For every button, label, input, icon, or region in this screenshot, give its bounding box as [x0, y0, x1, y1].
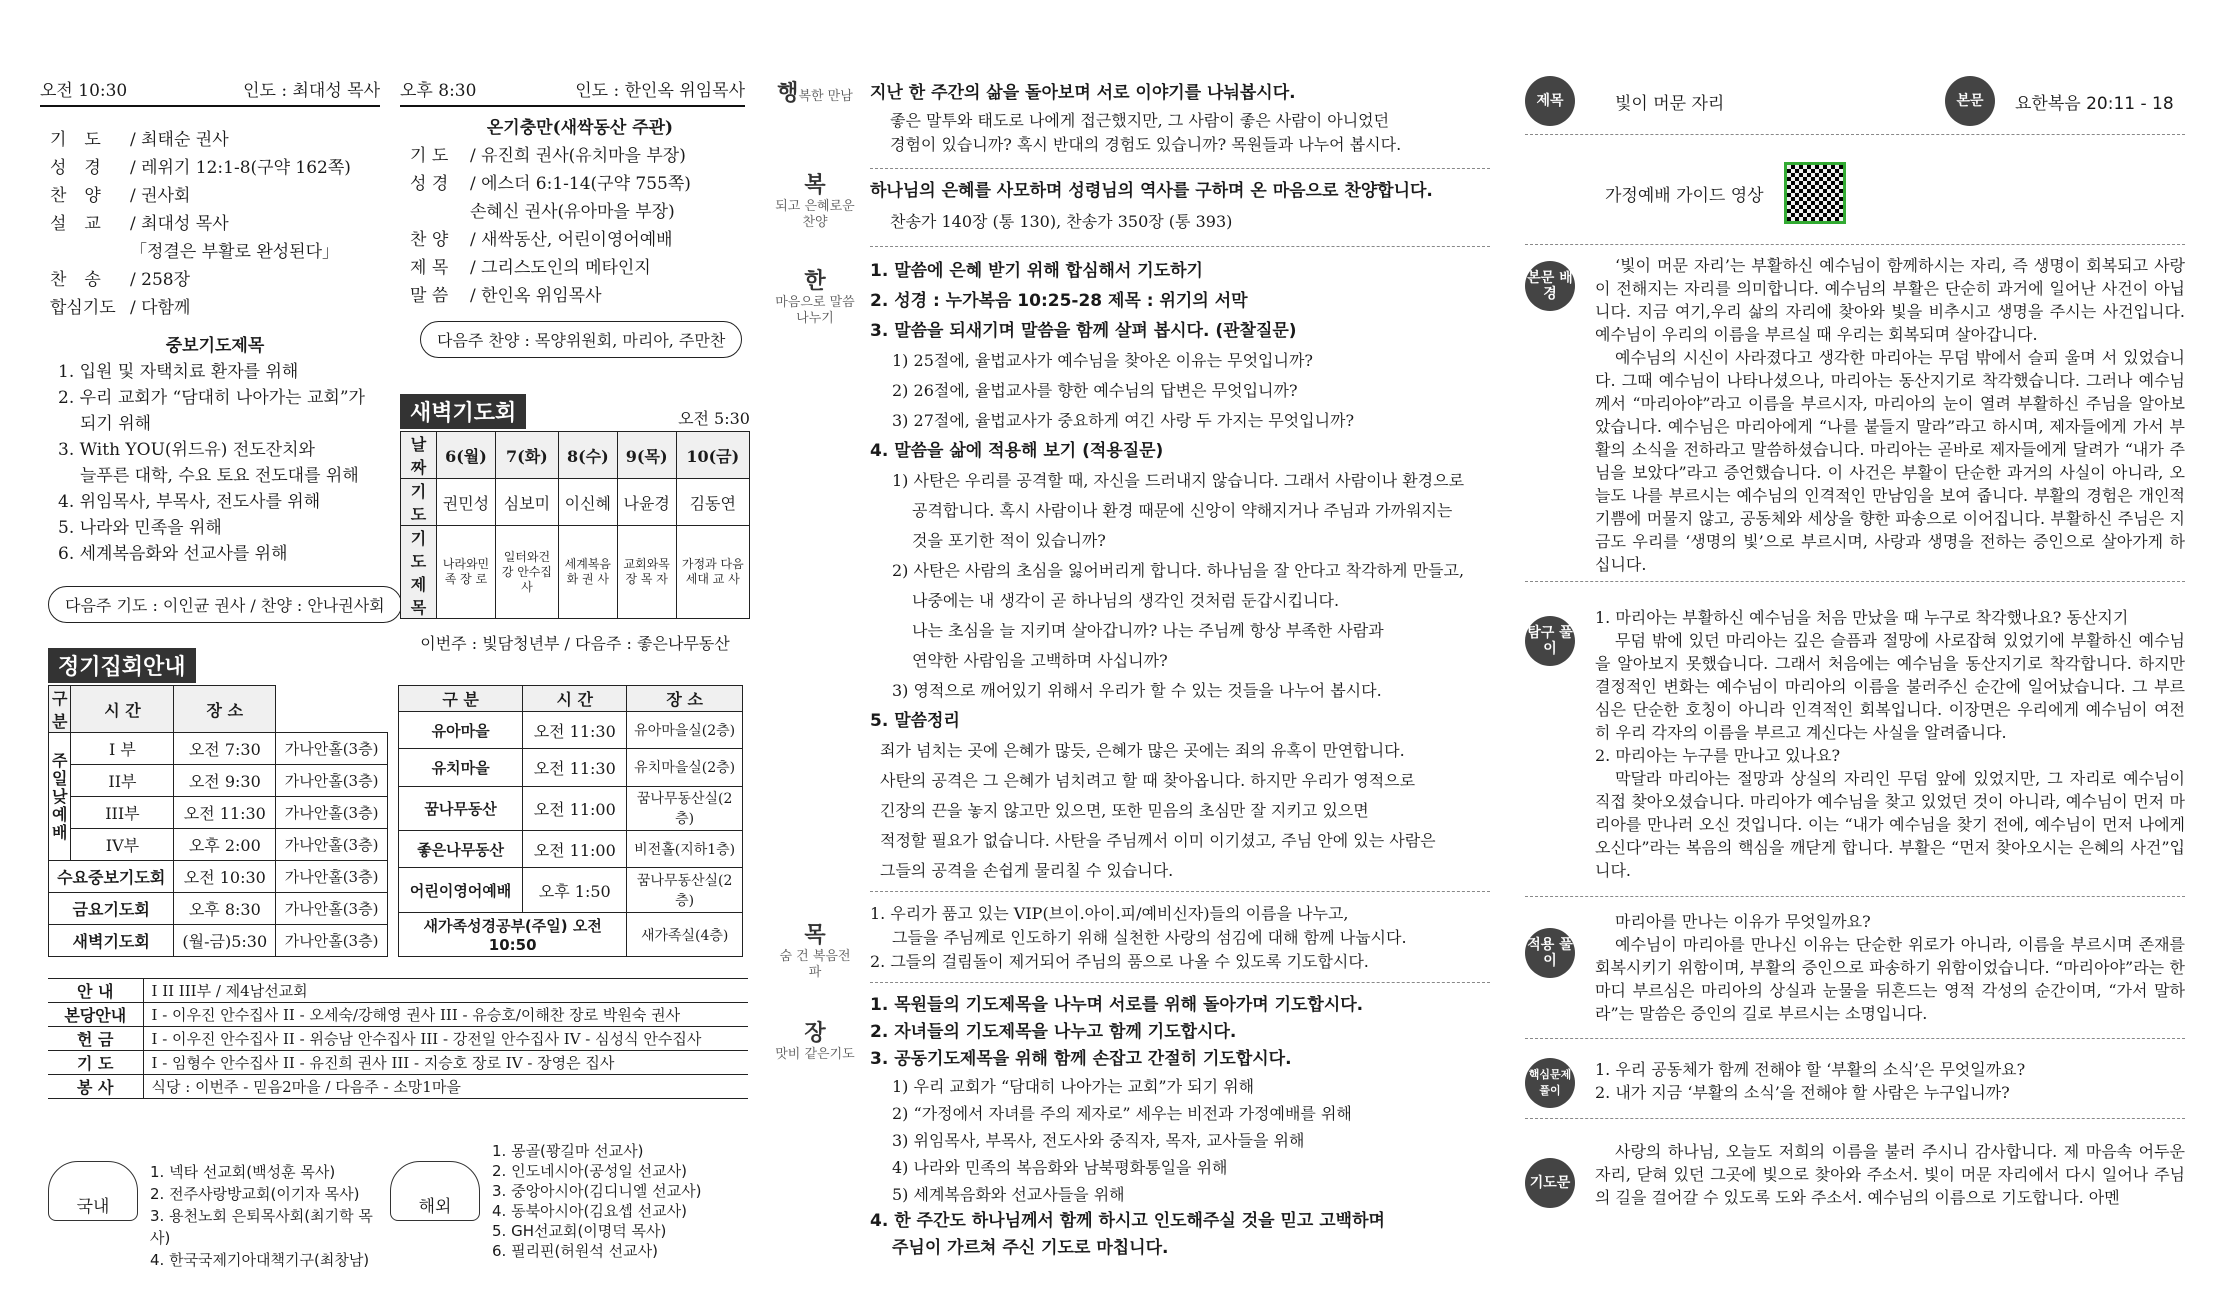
guide-line: 2. 성경 : 누가복음 10:25-28 제목 : 위기의 서막 [870, 291, 1248, 311]
dawn-topic-cell: 가정과 다음세대 교 사 [676, 526, 749, 619]
regular-name: 유치마을 [399, 749, 523, 786]
guide-line: 4. 말씀을 삶에 적용해 보기 (적용질문) [870, 441, 1164, 461]
section-evangelism [870, 902, 1490, 974]
section-word [870, 256, 1490, 886]
section-praise [870, 176, 1490, 232]
overseas-badge: 해외 [390, 1161, 480, 1221]
dawn-footer: 이번주 : 빛담청년부 / 다음주 : 좋은나무동산 [420, 634, 730, 653]
regular-name: IV부 [71, 829, 174, 861]
overseas-item: 1. 몽골(꽝길마 선교사) [492, 1142, 644, 1160]
order-value: / 레위기 12:1-8(구약 162쪽) [130, 158, 351, 178]
regular-place: 비전홀(지하1층) [627, 831, 743, 868]
evening-time: 오후 8:30 [400, 81, 477, 101]
column-worship [40, 76, 750, 1276]
dawn-header-cell: 10(금) [676, 432, 749, 479]
core-question: 1. 우리 공동체가 함께 전해야 할 ‘부활의 소식’은 무엇일까요? [1595, 1060, 2026, 1079]
explore-q1: 1. 마리아는 부활하신 예수님을 처음 만났을 때 누구로 착각했나요? 동산지기 [1595, 608, 2129, 627]
morning-leader: 인도 : 최대성 목사 [243, 81, 380, 101]
regular-header-cell: 구 분 [49, 686, 71, 733]
order-label: 제 목 [410, 258, 449, 278]
duty-label: 헌 금 [48, 1027, 143, 1051]
order-value: / 최대성 목사 [130, 214, 229, 234]
regular-name: 금요기도회 [49, 893, 174, 925]
guide-line: 나중에는 내 생각이 곧 하나님의 생각인 것처럼 둔갑시킵니다. [912, 591, 1340, 610]
explore-q2: 2. 마리아는 누구를 만나고 있나요? [1595, 746, 1841, 765]
morning-order-item [50, 126, 380, 154]
regular-row [399, 786, 743, 831]
order-label: 찬송 [50, 270, 119, 290]
evening-order [410, 114, 750, 310]
guide-line: 주님이 가르쳐 주신 기도로 마칩니다. [892, 1238, 1169, 1258]
regular-time: 오전 11:30 [174, 797, 276, 829]
guide-line: 공격합니다. 혹시 사람이나 환경 때문에 신앙이 약해지거나 주님과 가까워지는 [912, 501, 1453, 520]
divider [870, 246, 1490, 247]
apply-text [1595, 910, 2185, 1025]
guide-line: 3) 27절에, 율법교사가 중요하게 여긴 사랑 두 가지는 무엇입니까? [892, 411, 1355, 430]
section-icon-4: 목 숨 건 복음전파 [779, 922, 851, 980]
domestic-item: 2. 전주사랑방교회(이기자 목사) [150, 1185, 360, 1203]
order-value: 「정결은 부활로 완성된다」 [130, 242, 340, 262]
order-value: / 권사회 [130, 186, 191, 206]
duty-value: I - 이우진 안수집사 II - 위승남 안수집사 III - 강전일 안수집사 IV - 심성식 안수집사 [151, 1030, 702, 1048]
morning-order-item [50, 154, 380, 182]
divider [1525, 896, 2185, 897]
intercession-item: 6. 세계복음화와 선교사를 위해 [58, 544, 288, 564]
core-questions [1595, 1058, 2185, 1104]
regular-header-cell: 시 간 [71, 686, 174, 733]
dawn-row-topic [401, 526, 750, 619]
guide-line: 4. 한 주간도 하나님께서 함께 하시고 인도해주실 것을 믿고 고백하며 [870, 1211, 1385, 1231]
guide-line: 3) 위임목사, 부목사, 전도사와 중직자, 목자, 교사들을 위해 [892, 1131, 1305, 1150]
order-label: 기 도 [410, 146, 449, 166]
regular-time: 오전 9:30 [174, 765, 276, 797]
intercession-item: 되기 위해 [80, 414, 152, 434]
dawn-row-pray [401, 479, 750, 526]
intercession-title: 중보기도제목 [165, 336, 265, 356]
next-week-pill: 다음주 기도 : 이인균 권사 / 찬양 : 안나권사회 [48, 586, 402, 623]
regular-place: 새가족실(4층) [627, 913, 743, 957]
background-text-2: 예수님의 시신이 사라졌다고 생각한 마리아는 무덤 밖에서 슬피 울며 서 있었습니다. 그때 예수님이 나타나셨으나, 마리아는 동산지기로 착각했습니다. 그러나 예수님께서 “마리아야”라고 이름을 부르시자, 마리아의 눈이 열려 부활하신 주님을 알아보았습니다. 예수님은 마리아에게 “나를 붙들지 말라”라고 하시며, 제자들에게 가서 부활의 소식을 전하라고 말씀하셨습니다. 마리아는 곧바로 제자들에게 달려가 “내가 주님을 보았다”라고 증언했습니다. 이 사건은 부활이 단순한 과거의 사실이 아니라, 오늘도 나를 부르시는 예수님의 인격적인 만남임을 보여 줍니다. 부활의 경험은 개인적 기쁨에 머물지 않고, 공동체와 세상을 향한 파송으로 이어집니다. 부활하신 주님은 지금도 우리를 ‘생명의 빛’으로 부르시며, 사랑과 생명을 전하는 증인으로 살아가게 하십니다. [1595, 348, 2185, 574]
duty-value: I - 이우진 안수집사 II - 오세숙/강해영 권사 III - 유승호/이해찬 장로 박원숙 권사 [151, 1006, 681, 1024]
intercession [50, 333, 380, 567]
regular-place: 유치마을실(2층) [627, 749, 743, 786]
section-icon-2: 복 되고 은혜로운 찬양 [775, 172, 855, 230]
evening-header [400, 76, 745, 107]
duty-label: 기 도 [48, 1051, 143, 1075]
guide-line: 3) 영적으로 깨어있기 위해서 우리가 할 수 있는 것들을 나누어 봅시다. [892, 681, 1382, 700]
guide-line: 5) 세계복음화와 선교사들을 위해 [892, 1185, 1125, 1204]
evening-list [410, 142, 750, 310]
section-icon-1: 행복한 만남 [777, 80, 853, 106]
guide-line: 1) 25절에, 율법교사가 예수님을 찾아온 이유는 무엇입니까? [892, 351, 1313, 370]
evening-order-item [410, 282, 750, 310]
prayer-tag: 기도문 [1525, 1158, 1575, 1208]
regular-name: 새가족성경공부(주일) 오전 10:50 [399, 913, 627, 957]
order-label: 성 경 [410, 174, 449, 194]
guide-line: 3. 공동기도제목을 위해 함께 손잡고 간절히 기도합시다. [870, 1049, 1292, 1069]
dawn-time: 오전 5:30 [678, 409, 750, 428]
overseas-list [492, 1141, 712, 1271]
fellowship-line: 좋은 말투와 태도로 나에게 접근했지만, 그 사람이 좋은 사람이 아니었던 [890, 111, 1390, 130]
domestic-item: 3. 용천노회 은퇴목사회(최기학 목사) [150, 1207, 373, 1247]
regular-place: 가나안홀(3층) [276, 797, 388, 829]
evangelism-line: 1. 우리가 품고 있는 VIP(브이.아이.피/예비신자)들의 이름을 나누고, [870, 904, 1349, 923]
sermon-text: 요한복음 20:11 - 18 [2015, 93, 2174, 114]
regular-time: 오전 7:30 [174, 733, 276, 765]
regular-place: 가나안홀(3층) [276, 893, 388, 925]
duty-row [48, 979, 748, 1003]
regular-name: II부 [71, 765, 174, 797]
dawn-cell: 나윤경 [617, 479, 676, 526]
domestic-badge: 국내 [48, 1161, 138, 1221]
duty-label: 본당안내 [48, 1003, 143, 1027]
regular-time: 오후 1:50 [523, 868, 627, 913]
explore-text [1595, 606, 2185, 882]
praise-body: 찬송가 140장 (통 130), 찬송가 350장 (통 393) [890, 212, 1233, 231]
regular-name: 어린이영어예배 [399, 868, 523, 913]
regular-time: 오후 2:00 [174, 829, 276, 861]
regular-header-cell: 장 소 [627, 686, 743, 712]
order-value: / 258장 [130, 270, 191, 290]
evangelism-line: 2. 그들의 걸림돌이 제거되어 주님의 품으로 나올 수 있도록 기도합시다. [870, 952, 1369, 971]
overseas-item: 5. GH선교회(이명덕 목사) [492, 1222, 667, 1240]
regular-header-cell: 시 간 [523, 686, 627, 712]
evening-order-item [410, 142, 750, 170]
divider [870, 891, 1490, 892]
section-prayer [870, 992, 1490, 1262]
guide-line: 1. 말씀에 은혜 받기 위해 합심해서 기도하기 [870, 261, 1203, 281]
regular-row [399, 868, 743, 913]
order-value: / 최태순 권사 [130, 130, 229, 150]
overseas-item: 4. 동북아시아(김요셉 선교사) [492, 1202, 687, 1220]
order-label: 찬양 [50, 186, 119, 206]
next-praise-pill: 다음주 찬양 : 목양위원회, 마리아, 주만찬 [420, 321, 742, 358]
guide-line: 것을 포기한 적이 있습니까? [912, 531, 1106, 550]
regular-name: 유아마을 [399, 712, 523, 749]
intercession-item: 5. 나라와 민족을 위해 [58, 518, 222, 538]
dawn-table [400, 431, 750, 619]
guide-row [1605, 162, 1846, 224]
regular-time: 오후 8:30 [174, 893, 276, 925]
column-cell-guide [775, 76, 1495, 1276]
divider [870, 982, 1490, 983]
guide-line: 죄가 넘치는 곳에 은혜가 많듯, 은혜가 많은 곳에는 죄의 유혹이 만연합니다. [880, 741, 1405, 760]
core-tag: 핵심문제 풀이 [1525, 1058, 1575, 1108]
overseas-item: 2. 인도네시아(공성일 선교사) [492, 1162, 687, 1180]
explore-a1: 무덤 밖에 있던 마리아는 깊은 슬픔과 절망에 사로잡혀 있었기에 부활하신 예수님을 알아보지 못했습니다. 그래서 처음에는 예수님을 동산지기로 착각합니다. 하지만 결정적인 변화는 예수님이 마리아의 이름을 불러주신 순간에 일어났습니다. 그 부르심은 단순한 호칭이 아니라 인격적인 회복입니다. 이장면은 우리에게 예수님이 여전히 우리 각자의 이름을 부르고 계신다는 사실을 알려줍니다. [1595, 631, 2185, 742]
morning-order-item [50, 266, 380, 294]
regular-place: 가나안홀(3층) [276, 925, 388, 957]
regular-row [49, 925, 388, 957]
morning-order [50, 126, 380, 322]
regular-row [399, 749, 743, 786]
morning-order-item [50, 238, 380, 266]
regular-row [49, 797, 388, 829]
regular-group: 주일낮예배 [49, 733, 71, 861]
background-tag: 본문 배경 [1525, 261, 1575, 311]
duty-table [48, 978, 748, 1099]
apply-answer: 예수님이 마리아를 만나신 이유는 단순한 위로가 아니라, 이름을 부르시며 존재를 회복시키기 위함이며, 부활의 증인으로 파송하기 위함이었습니다. “마리아야”라는 한마디 부르심은 마리아의 상실과 눈물을 뒤흔드는 영적 각성의 순간이며, “가서 말하라”는 말씀은 증인의 길로 부르시는 소명입니다. [1595, 935, 2185, 1023]
order-label: 기도 [50, 130, 119, 150]
order-value: / 유진희 권사(유치마을 부장) [470, 146, 686, 166]
duty-row [48, 1027, 748, 1051]
guide-line: 2) 26절에, 율법교사를 향한 예수님의 답변은 무엇입니까? [892, 381, 1298, 400]
domestic-list [150, 1161, 390, 1271]
duty-value: I II III부 / 제4남선교회 [151, 982, 308, 1000]
dawn-cell: 권민성 [437, 479, 496, 526]
regular-name: 꿈나무동산 [399, 786, 523, 831]
regular-row [399, 831, 743, 868]
guide-line: 연약한 사람임을 고백하며 사십니까? [912, 651, 1168, 670]
regular-name: 새벽기도회 [49, 925, 174, 957]
column-family-worship [1525, 76, 2190, 1276]
guide-line: 1. 목원들의 기도제목을 나누며 서로를 위해 돌아가며 기도합시다. [870, 995, 1364, 1015]
qr-code-icon[interactable] [1784, 162, 1846, 224]
dawn-row-label: 기 도 [401, 479, 437, 526]
divider [1525, 581, 2185, 582]
regular-name: I 부 [71, 733, 174, 765]
section-icon-3: 한 마음으로 말씀 나누기 [775, 268, 855, 326]
core-question: 2. 내가 지금 ‘부활의 소식’을 전해야 할 사람은 누구입니까? [1595, 1083, 2010, 1102]
overseas-item: 3. 중앙아시아(김디니엘 선교사) [492, 1182, 702, 1200]
explore-a2: 막달라 마리아는 절망과 상실의 자리인 무덤 앞에 있었지만, 그 자리로 예수님이 직접 찾아오셨습니다. 마리아가 예수님을 찾고 있었던 것이 아니라, 예수님이 먼저 마리아를 만나러 오신 것입니다. 이는 “내가 예수님을 찾기 전에, 예수님이 먼저 나에게 오신다”라는 복음의 핵심을 깨닫게 합니다. 부활은 “먼저 찾아오시는 은혜의 사건”입니다. [1595, 769, 2185, 880]
guide-line: 나는 초심을 늘 지키며 살아갑니까? 나는 주님께 항상 부족한 사람과 [912, 621, 1384, 640]
order-value: / 한인옥 위임목사 [470, 286, 602, 306]
background-text: ‘빛이 머문 자리’는 부활하신 예수님이 함께하시는 자리, 즉 생명이 회복되고 사랑이 전해지는 자리를 의미합니다. 예수님의 부활은 단순히 과거에 일어난 사건이 아닙니다. 지금 여기,우리 삶의 자리에 찾아와 빛을 비추시고 생명을 주시는 사건입니다. 예수님이 우리의 이름을 부르실 때 우리는 회복되며 살아갑니다. [1595, 256, 2185, 344]
dawn-header-cell: 8(수) [558, 432, 617, 479]
order-label: 말 씀 [410, 286, 449, 306]
guide-line: 1) 사탄은 우리를 공격할 때, 자신을 드러내지 않습니다. 그래서 사람이나 환경으로 [892, 471, 1465, 490]
intercession-item: 늘푸른 대학, 수요 토요 전도대를 위해 [80, 466, 359, 486]
regular-meetings [48, 648, 748, 957]
evening-order-item [410, 170, 750, 198]
evangelism-line: 그들을 주님께로 인도하기 위해 실천한 사랑의 섬김에 대해 함께 나눕시다. [892, 928, 1407, 947]
divider [1525, 1038, 2185, 1039]
sermon-title: 빛이 머문 자리 [1615, 93, 1725, 114]
regular-name: 수요중보기도회 [49, 861, 174, 893]
dawn-cell: 김동연 [676, 479, 749, 526]
morning-order-item [50, 294, 380, 322]
regular-place: 가나안홀(3층) [276, 829, 388, 861]
apply-tag: 적용 풀이 [1525, 928, 1575, 978]
regular-row [49, 765, 388, 797]
regular-place: 유아마을실(2층) [627, 712, 743, 749]
regular-header-right [399, 686, 743, 712]
evening-order-item [410, 226, 750, 254]
dawn-header-cell: 9(목) [617, 432, 676, 479]
overseas-item: 6. 필리핀(허원석 선교사) [492, 1242, 658, 1260]
guide-line: 3. 말씀을 되새기며 말씀을 함께 살펴 봅시다. (관찰질문) [870, 321, 1297, 341]
duty-value: I - 임형수 안수집사 II - 유진희 권사 III - 지승호 장로 IV - 장영은 집사 [151, 1054, 615, 1072]
guide-line: 5. 말씀정리 [870, 711, 960, 731]
morning-time: 오전 10:30 [40, 81, 128, 101]
regular-place: 가나안홀(3층) [276, 861, 388, 893]
order-value: / 다함께 [130, 298, 191, 318]
regular-row [399, 712, 743, 749]
divider [1525, 244, 2185, 245]
regular-place: 꿈나무동산실(2층) [627, 868, 743, 913]
regular-time: 오전 11:30 [523, 712, 627, 749]
guide-line: 2. 자녀들의 기도제목을 나누고 함께 기도합시다. [870, 1022, 1237, 1042]
guide-line: 사탄의 공격은 그 은혜가 넘치려고 할 때 찾아옵니다. 하지만 우리가 영적으로 [880, 771, 1416, 790]
evening-order-item [410, 254, 750, 282]
regular-name: 좋은나무동산 [399, 831, 523, 868]
regular-time: 오전 11:30 [523, 749, 627, 786]
evening-title: 온기충만(새싹동산 주관) [486, 118, 674, 138]
fellowship-body [890, 109, 1490, 157]
explore-tag: 탐구 풀이 [1525, 616, 1575, 666]
section-fellowship [870, 78, 1490, 157]
regular-table-right [398, 685, 743, 957]
regular-header-left [49, 686, 388, 733]
regular-title: 정기집회안내 [48, 648, 196, 683]
title-row [1525, 76, 2185, 135]
morning-header [40, 76, 380, 107]
intercession-item: 3. With YOU(위드유) 전도잔치와 [58, 440, 315, 460]
regular-name: III부 [71, 797, 174, 829]
order-label: 설교 [50, 214, 119, 234]
morning-order-item [50, 210, 380, 238]
dawn-header-row [401, 432, 750, 479]
dawn-topic-cell: 교회와목장 목 자 [617, 526, 676, 619]
dawn-header-cell: 6(월) [437, 432, 496, 479]
regular-header-cell: 장 소 [174, 686, 276, 733]
fellowship-line: 경험이 있습니까? 혹시 반대의 경험도 있습니까? 목원들과 나누어 봅시다. [890, 135, 1402, 154]
apply-question: 마리아를 만나는 이유가 무엇일까요? [1615, 912, 1871, 931]
order-label: 찬 양 [410, 230, 449, 250]
regular-row [399, 913, 743, 957]
order-value: / 그리스도인의 메타인지 [470, 258, 651, 278]
domestic-item: 4. 한국국제기아대책기구(최창남) [150, 1251, 370, 1269]
regular-row [49, 861, 388, 893]
duty-row [48, 1003, 748, 1027]
domestic-item: 1. 넥타 선교회(백성훈 목사) [150, 1163, 336, 1181]
dawn-topic-cell: 나라와민족 장 로 [437, 526, 496, 619]
divider [870, 168, 1490, 169]
regular-place: 가나안홀(3층) [276, 765, 388, 797]
regular-time: 오전 11:00 [523, 786, 627, 831]
worship-headers [40, 76, 745, 107]
regular-header-cell: 구 분 [399, 686, 523, 712]
regular-row [49, 893, 388, 925]
fellowship-title: 지난 한 주간의 삶을 돌아보며 서로 이야기를 나눠봅시다. [870, 83, 1296, 103]
title-tag: 제목 [1525, 76, 1575, 126]
regular-place: 꿈나무동산실(2층) [627, 786, 743, 831]
morning-order-item [50, 182, 380, 210]
closing-prayer: 사랑의 하나님, 오늘도 저희의 이름을 불러 주시니 감사합니다. 제 마음속 어두운 자리, 닫혀 있던 그곳에 빛으로 찾아와 주소서. 빛이 머문 자리에서 다시 일어나 주님의 길을 걸어갈 수 있도록 도와 주소서. 예수님의 이름으로 기도합니다. 아멘 [1595, 1142, 2185, 1207]
dawn-row-label: 기 도 제 목 [401, 526, 437, 619]
dawn-header-cell: 7(화) [495, 432, 558, 479]
regular-time: 오전 10:30 [174, 861, 276, 893]
regular-table-left [48, 685, 388, 957]
order-label: 합심기도 [50, 298, 116, 318]
regular-row [49, 733, 388, 765]
order-label: 성경 [50, 158, 119, 178]
guide-line: 적정할 필요가 없습니다. 사탄을 주님께서 이미 이기셨고, 주님 안에 있는 사람은 [880, 831, 1436, 850]
order-value: / 에스더 6:1-14(구약 755쪽) [470, 174, 691, 194]
duty-value: 식당 : 이번주 - 믿음2마을 / 다음주 - 소망1마을 [151, 1078, 461, 1096]
dawn-cell: 이신혜 [558, 479, 617, 526]
dawn-header-cell: 날짜 [401, 432, 437, 479]
guide-line: 2) 사탄은 사람의 초심을 잃어버리게 합니다. 하나님을 잘 안다고 착각하게 만들고, [892, 561, 1465, 580]
guide-line: 4) 나라와 민족의 복음화와 남북평화통일을 위해 [892, 1158, 1228, 1177]
dawn-title: 새벽기도회 [400, 394, 526, 429]
duty-row [48, 1075, 748, 1099]
intercession-list [50, 359, 380, 567]
mission-section [48, 1141, 748, 1271]
order-value: / 새싹동산, 어린이영어예배 [470, 230, 673, 250]
order-value: 손혜신 권사(유아마을 부장) [470, 202, 675, 222]
guide-label: 가정예배 가이드 영상 [1605, 185, 1764, 206]
duty-label: 봉 사 [48, 1075, 143, 1099]
guide-line: 그들의 공격을 손쉽게 물리칠 수 있습니다. [880, 861, 1174, 880]
text-tag: 본문 [1945, 76, 1995, 126]
regular-row [49, 829, 388, 861]
praise-title: 하나님의 은혜를 사모하며 성령님의 역사를 구하며 온 마음으로 찬양합니다. [870, 181, 1433, 201]
dawn-topic-cell: 일터와건강 안수집사 [495, 526, 558, 619]
dawn-topic-cell: 세계복음화 권 사 [558, 526, 617, 619]
section-icon-5: 장 맛비 같은기도 [775, 1020, 855, 1062]
duty-row [48, 1051, 748, 1075]
divider [1525, 1118, 2185, 1119]
intercession-item: 4. 위임목사, 부목사, 전도사를 위해 [58, 492, 321, 512]
guide-line: 1) 우리 교회가 “담대히 나아가는 교회”가 되기 위해 [892, 1077, 1255, 1096]
dawn-prayer-section [400, 394, 750, 654]
intercession-item: 1. 입원 및 자택치료 환자를 위해 [58, 362, 299, 382]
regular-time: (월-금)5:30 [174, 925, 276, 957]
intercession-item: 2. 우리 교회가 “담대히 나아가는 교회”가 [58, 388, 365, 408]
evening-leader: 인도 : 한인옥 위임목사 [575, 81, 745, 101]
regular-place: 가나안홀(3층) [276, 733, 388, 765]
guide-line: 긴장의 끈을 놓지 않고만 있으면, 또한 믿음의 초심만 잘 지키고 있으면 [880, 801, 1369, 820]
guide-line: 2) “가정에서 자녀를 주의 제자로” 세우는 비전과 가정예배를 위해 [892, 1104, 1352, 1123]
dawn-cell: 심보미 [495, 479, 558, 526]
duty-label: 안 내 [48, 979, 143, 1003]
evening-order-item [410, 198, 750, 226]
regular-time: 오전 11:00 [523, 831, 627, 868]
